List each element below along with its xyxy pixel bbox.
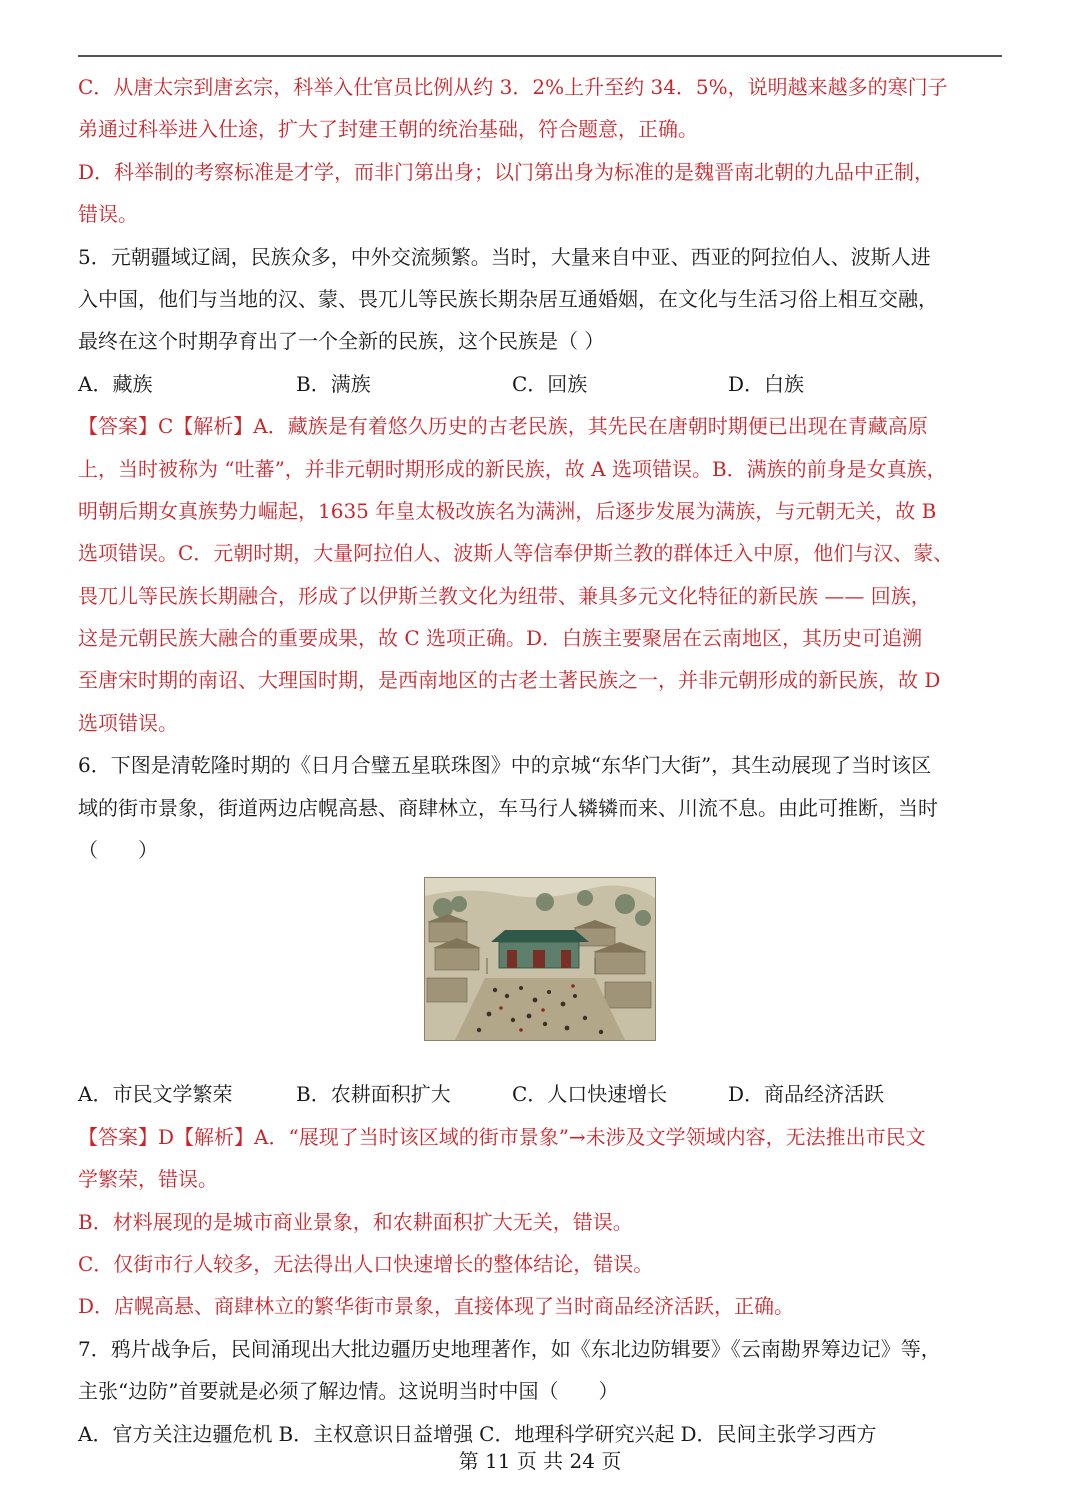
question-6-options <box>78 1073 1002 1115</box>
q7-option-c: C．地理科学研究兴起 <box>479 1421 675 1446</box>
q6-option-d: D．商品经济活跃 <box>728 1082 885 1107</box>
question-6-stem-line3: （ ） <box>78 838 158 863</box>
question-5-answer-line7: 至唐宋时期的南诏、大理国时期，是西南地区的古老土著民族之一，并非元朝形成的新民族，故 D <box>78 668 941 693</box>
q4-option-d-analysis: D．科举制的考察标准是才学，而非门第出身；以门第出身为标准的是魏晋南北朝的九品中正制， <box>78 159 935 184</box>
question-5-answer-line8: 选项错误。 <box>78 710 178 735</box>
q5-option-c: C．回族 <box>512 371 588 396</box>
q4-option-c-analysis-cont: 弟通过科举进入仕途，扩大了封建王朝的统治基础，符合题意，正确。 <box>78 117 698 142</box>
east-huamen-street-painting <box>424 877 656 1041</box>
question-5-answer-line3: 明朝后期女真族势力崛起，1635 年皇太极改族名为满洲，后逐步发展为满族，与元朝无关，故 B <box>78 498 937 523</box>
question-5-stem-line3: 最终在这个时期孕育出了一个全新的民族，这个民族是（ ） <box>78 329 605 354</box>
question-5-stem: 5．元朝疆域辽阔，民族众多，中外交流频繁。当时，大量来自中亚、西亚的阿拉伯人、波斯人进 <box>78 244 931 269</box>
q7-option-a: A．官方关注边疆危机 <box>78 1421 273 1446</box>
q5-option-b: B．满族 <box>296 371 371 396</box>
q7-option-d: D．民间主张学习西方 <box>680 1421 877 1446</box>
q6-option-c: C．人口快速增长 <box>512 1082 668 1107</box>
question-6-option-c-analysis: C．仅街市行人较多，无法得出人口快速增长的整体结论，错误。 <box>78 1251 654 1276</box>
q7-option-b: B．主权意识日益增强 <box>278 1421 474 1446</box>
question-6-stem-line2: 域的街市景象，街道两边店幌高悬、商肆林立，车马行人辚辚而来、川流不息。由此可推断，当时 <box>78 795 938 820</box>
question-5-answer: 【答案】C【解析】A．藏族是有着悠久历史的古老民族，其先民在唐朝时期便已出现在青藏高原 <box>78 414 928 439</box>
question-5-answer-line4: 选项错误。C．元朝时期，大量阿拉伯人、波斯人等信奉伊斯兰教的群体迁入中原，他们与汉、蒙、 <box>78 541 954 566</box>
question-6-stem: 6．下图是清乾隆时期的《日月合璧五星联珠图》中的京城“东华门大街”，其生动展现了当时该区 <box>78 753 932 778</box>
painting-illustration <box>425 878 655 1040</box>
question-5-options <box>78 363 1002 405</box>
question-6-option-d-analysis: D．店幌高悬、商肆林立的繁华街市景象，直接体现了当时商品经济活跃，正确。 <box>78 1294 795 1319</box>
q6-option-a: A．市民文学繁荣 <box>78 1082 233 1107</box>
question-5-answer-line6: 这是元朝民族大融合的重要成果，故 C 选项正确。D．白族主要聚居在云南地区，其历史可追溯 <box>78 626 923 651</box>
question-5-answer-line5: 畏兀儿等民族长期融合，形成了以伊斯兰教文化为纽带、兼具多元文化特征的新民族 —— 回族， <box>78 583 931 608</box>
header-rule <box>78 55 1002 57</box>
question-7-stem-line2: 主张“边防”首要就是必须了解边情。这说明当时中国（ ） <box>78 1379 619 1404</box>
question-6-answer: 【答案】D【解析】A．“展现了当时该区域的街市景象”→未涉及文学领域内容，无法推出市民文 <box>78 1124 926 1149</box>
page-content <box>78 66 1002 1455</box>
q6-option-b: B．农耕面积扩大 <box>296 1082 451 1107</box>
question-6-option-b-analysis: B．材料展现的是城市商业景象，和农耕面积扩大无关，错误。 <box>78 1209 633 1234</box>
question-5-answer-line2: 上，当时被称为 “吐蕃”，并非元朝时期形成的新民族，故 A 选项错误。B．满族的前身是女真族， <box>78 456 947 481</box>
question-5-stem-line2: 入中国，他们与当地的汉、蒙、畏兀儿等民族长期杂居互通婚姻，在文化与生活习俗上相互交融， <box>78 286 938 311</box>
q4-option-d-analysis-cont: 错误。 <box>78 202 138 227</box>
figure-container <box>78 871 1002 1073</box>
question-7-stem: 7．鸦片战争后，民间涌现出大批边疆历史地理著作，如《东北边防辑要》《云南勘界筹边记》等， <box>78 1336 941 1361</box>
q5-option-a: A．藏族 <box>78 371 153 396</box>
question-6-answer-line2: 学繁荣，错误。 <box>78 1167 218 1192</box>
q4-option-c-analysis: C．从唐太宗到唐玄宗，科举入仕官员比例从约 3．2%上升至约 34．5%，说明越来越多的寒门子 <box>78 75 948 99</box>
page-number-footer: 第 11 页 共 24 页 <box>458 1449 622 1473</box>
q5-option-d: D．白族 <box>728 371 805 396</box>
